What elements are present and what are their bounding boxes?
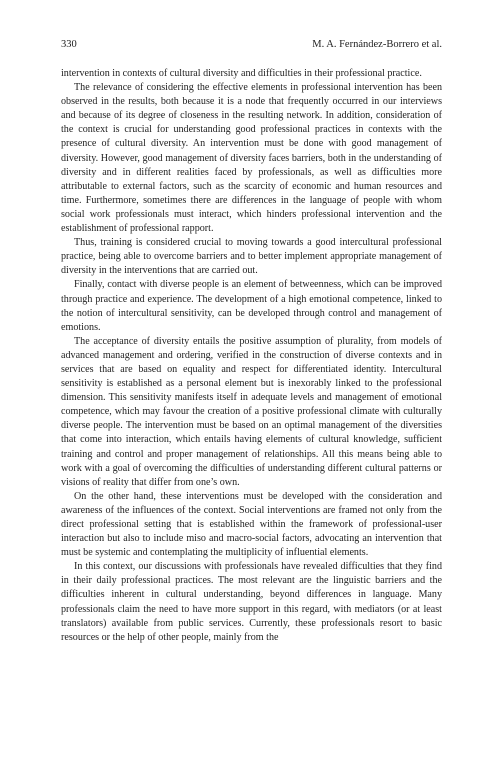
page-number: 330 — [61, 39, 77, 50]
running-title: M. A. Fernández-Borrero et al. — [312, 39, 442, 50]
paragraph: In this context, our discussions with professionals have revealed difficulties that they find in their daily professional practices. The most relevant are the linguistic barriers and the difficulties inherent in cultural understanding, beyond differences in language. Many professionals claim the need to have more support in this regard, with mediators (or at least translators) available from public services. Currently, these professionals resort to basic resources or the help of other people, mainly from the — [61, 561, 442, 643]
running-head — [61, 38, 442, 52]
paragraph: The acceptance of diversity entails the positive assumption of plurality, from models of advanced management and ordering, verified in the construction of diverse contexts and in services that are based on equality and respect for differentiated identity. Intercultural sensitivity is established as a personal element but is inexorably linked to the professional dimension. This sensitivity manifests itself in adequate levels and management of emotional competence, which may favour the creation of a positive professional climate with culturally diverse people. The intervention must be based on an optimal management of the diversities that come into interaction, which entails having elements of cultural knowledge, sufficient training and control and proper management of relationships. All this means being able to work with a goal of overcoming the difficulties of understanding different cultural patterns or visions of reality that differ from one’s own. — [61, 335, 442, 488]
paragraph: Finally, contact with diverse people is an element of betweenness, which can be improved through practice and experience. The development of a high emotional competence, linked to the notion of intercultural sensitivity, can be developed through control and management of emotions. — [61, 279, 442, 333]
body-text — [61, 67, 442, 645]
paragraph: Thus, training is considered crucial to moving towards a good intercultural professional practice, being able to overcome barriers and to better implement appropriate management of diversity in the interventions that are carried out. — [61, 237, 442, 277]
paragraph: On the other hand, these interventions must be developed with the consideration and awareness of the influences of the context. Social interventions are framed not only from the direct professional setting that is established within the framework of professional-user interaction but also to include miso and macro-social factors, advocating an intervention that must be systemic and contemplating the multiplicity of influential elements. — [61, 490, 442, 559]
paragraph-continued: intervention in contexts of cultural diversity and difficulties in their professional practice. — [61, 68, 422, 79]
page — [61, 38, 442, 645]
paragraph: The relevance of considering the effective elements in professional intervention has been observed in the results, both because it is a node that frequently occurred in our interviews and because of its degree of closeness in the resulting network. In addition, consideration of the context is crucial for understanding good professional practices in contexts with the presence of cultural diversity. An intervention must be done with good management of diversity. However, good management of diversity faces barriers, both in the understanding of diversity and in different realities faced by professionals, as well as difficulties more attributable to external factors, such as the scarcity of economic and human resources and time. Furthermore, sometimes there are differences in the language of people with whom social work professionals must interact, which hinders professional intervention and the establishment of professional rapport. — [61, 82, 442, 235]
